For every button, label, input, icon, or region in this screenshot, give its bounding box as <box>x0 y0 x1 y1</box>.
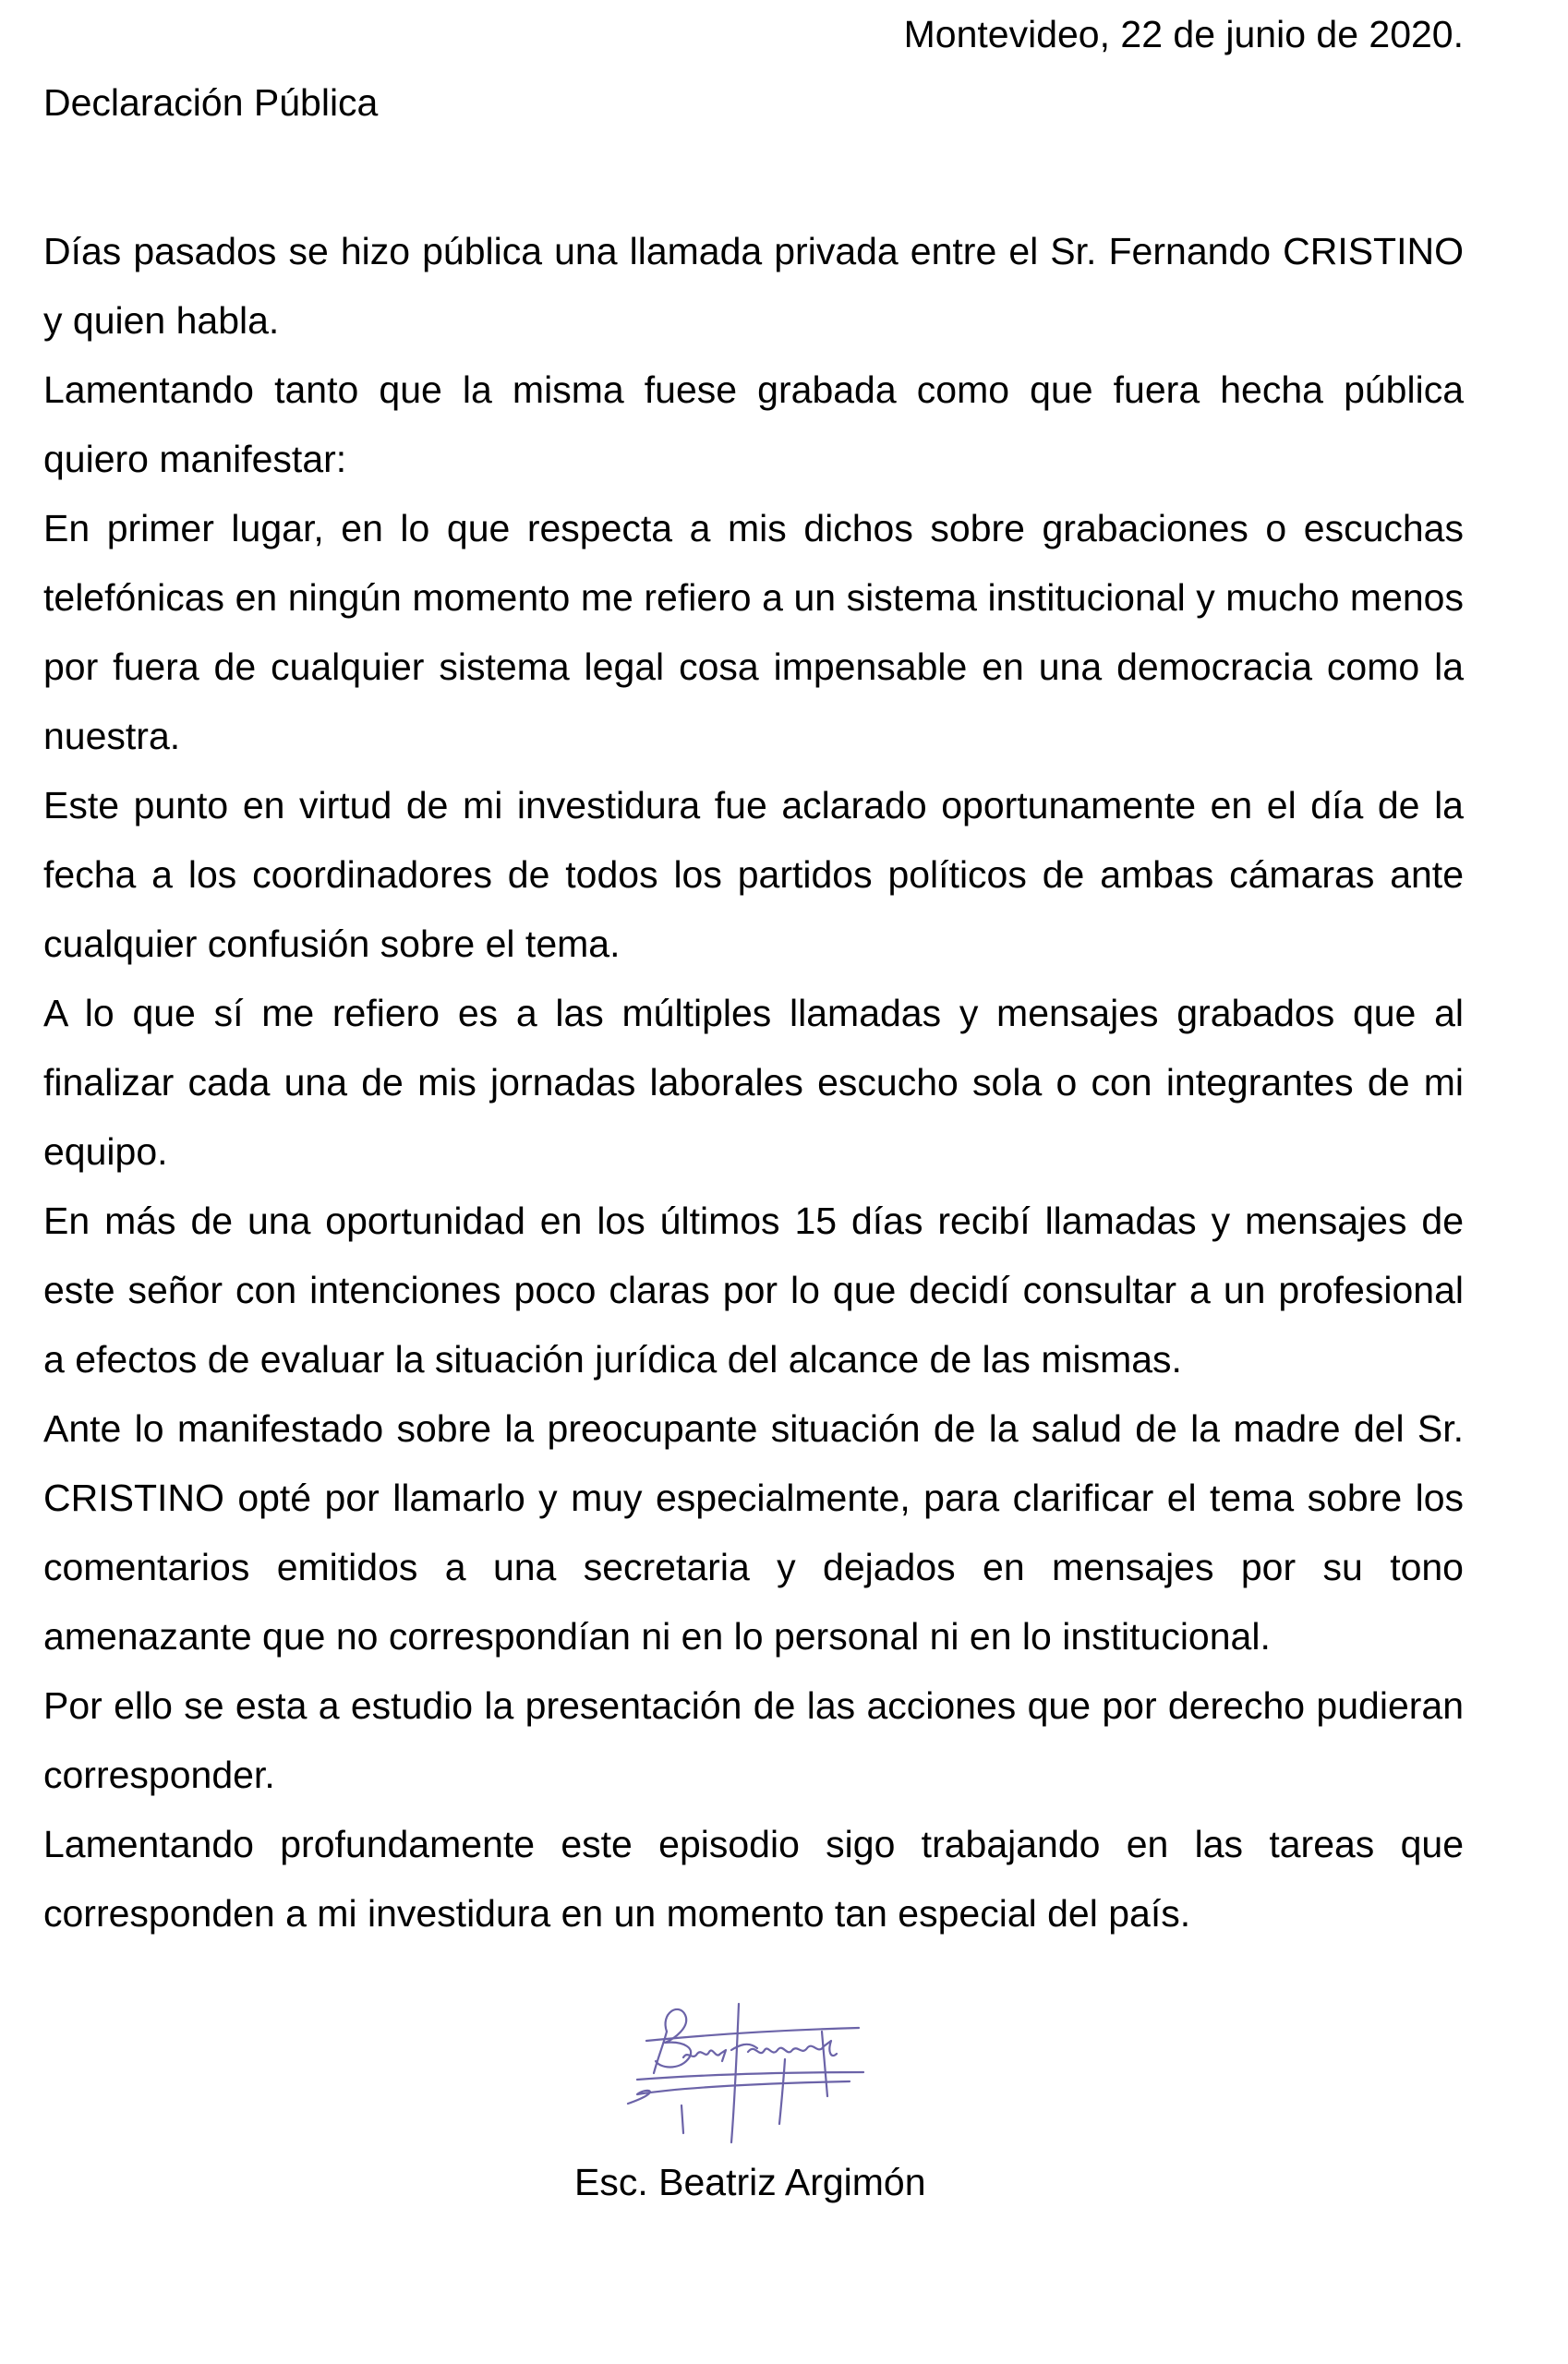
paragraph: Días pasados se hizo pública una llamada privada entre el Sr. Fernando CRISTINO y quien habla. <box>43 230 1464 342</box>
signer-name: Esc. Beatriz Argimón <box>574 2161 926 2203</box>
document-title: Declaración Pública <box>43 81 379 124</box>
paragraph: En más de una oportunidad en los últimos 15 días recibí llamadas y mensajes de este señor con intenciones poco claras por lo que decidí consultar a un profesional a efectos de evaluar la situación jurídica del alcance de las mismas. <box>43 1200 1464 1381</box>
handwritten-signature-icon <box>609 1995 914 2161</box>
document-body <box>43 217 1464 1948</box>
paragraph: Por ello se esta a estudio la presentación de las acciones que por derecho pudieran corresponder. <box>43 1684 1464 1796</box>
paragraph: A lo que sí me refiero es a las múltiples llamadas y mensajes grabados que al finalizar cada una de mis jornadas laborales escucho sola o con integrantes de mi equipo. <box>43 992 1464 1173</box>
paragraph: En primer lugar, en lo que respecta a mis dichos sobre grabaciones o escuchas telefónicas en ningún momento me refiero a un sistema institucional y mucho menos por fuera de cualquier sistema legal cosa impensable en una democracia como la nuestra. <box>43 507 1464 757</box>
paragraph: Lamentando profundamente este episodio sigo trabajando en las tareas que corresponden a mi investidura en un momento tan especial del país. <box>43 1823 1464 1935</box>
paragraph: Este punto en virtud de mi investidura fue aclarado oportunamente en el día de la fecha a los coordinadores de todos los partidos políticos de ambas cámaras ante cualquier confusión sobre el tema. <box>43 784 1464 965</box>
paragraph: Ante lo manifestado sobre la preocupante situación de la salud de la madre del Sr. CRISTINO opté por llamarlo y muy especialmente, para clarificar el tema sobre los comentarios emitidos a una secretaria y dejados en mensajes por su tono amenazante que no correspondían ni en lo personal ni en lo institucional. <box>43 1407 1464 1658</box>
paragraph: Lamentando tanto que la misma fuese grabada como que fuera hecha pública quiero manifestar: <box>43 368 1464 480</box>
date-line: Montevideo, 22 de junio de 2020. <box>903 13 1464 55</box>
